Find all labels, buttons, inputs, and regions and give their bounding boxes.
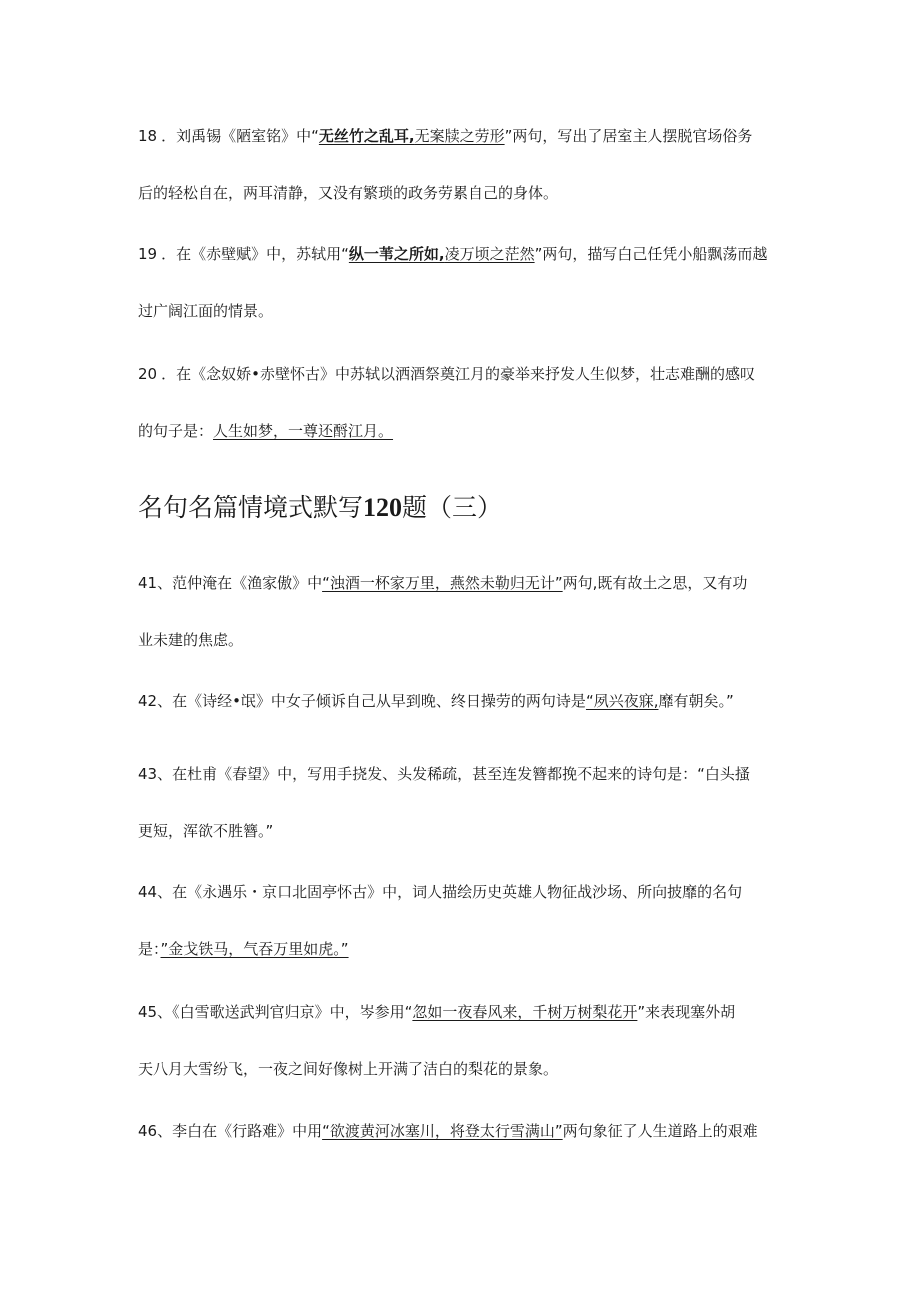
question-text: 42、在《诗经•氓》中女子倾诉自己从早到晚、终日操劳的两句诗是 <box>138 692 586 710</box>
question-44 <box>138 864 778 978</box>
answer-text: “欲渡黄河冰塞川，将登太行雪满山” <box>322 1122 563 1140</box>
question-41 <box>138 555 778 669</box>
question-text: ”两句，写出了居室主人摆脱官场俗务 <box>504 127 753 145</box>
question-18-line-1 <box>138 108 778 165</box>
answer-text: 无案牍之劳形 <box>414 127 505 145</box>
question-text: ．在《念奴娇•赤壁怀古》中苏轼以洒酒祭奠江月的豪举来抒发人生似梦，壮志难酬的感叹 <box>161 365 755 383</box>
question-44-line-2 <box>138 921 778 978</box>
answer-text: “夙兴夜寐, <box>585 692 659 710</box>
question-43-line-2: 更短，浑欲不胜簪。” <box>138 822 274 840</box>
question-text: 两句象征了人生道路上的艰难 <box>562 1122 758 1140</box>
question-43 <box>138 746 778 860</box>
question-text: 靡有朝矣。” <box>658 692 734 710</box>
answer-text: ”金戈铁马，气吞万里如虎。” <box>160 940 349 958</box>
question-text: ．刘禹锡《陋室铭》中“ <box>161 127 319 145</box>
question-20-line-2 <box>138 403 778 460</box>
question-number: 18 <box>138 127 158 145</box>
question-43-line-1: 43、在杜甫《春望》中，写用手挠发、头发稀疏，甚至连发簪都挽不起来的诗句是：“白头搔 <box>138 765 750 783</box>
heading-text: 题（三） <box>402 493 503 522</box>
question-45-line-2: 天八月大雪纷飞，一夜之间好像树上开满了洁白的梨花的景象。 <box>138 1060 559 1078</box>
question-text: 两句,既有故土之思，又有功 <box>562 574 748 592</box>
question-41-line-2: 业未建的焦虑。 <box>138 631 244 649</box>
question-41-line-1 <box>138 555 778 612</box>
heading-text: 名句名篇情境式默写 <box>138 493 364 522</box>
question-text: 46、李白在《行路难》中用 <box>138 1122 323 1140</box>
answer-text: “浊酒一杯家万里，燕然未勒归无计” <box>322 574 563 592</box>
question-text: ”两句，描写白己任凭小船飘荡而越 <box>534 245 768 263</box>
question-18 <box>138 108 778 222</box>
question-text: 45、《白雪歌送武判官归京》中，岑参用“ <box>138 1003 413 1021</box>
question-46 <box>138 1103 778 1160</box>
question-44-line-1: 44、在《永遇乐・京口北固亭怀古》中，词人描绘历史英雄人物征战沙场、所向披靡的名句 <box>138 883 743 901</box>
question-20 <box>138 346 778 460</box>
answer-text-bold: 纵一苇之所如, <box>348 245 445 263</box>
question-19-line-1 <box>138 226 778 283</box>
question-45 <box>138 984 778 1098</box>
question-45-line-1 <box>138 984 778 1041</box>
question-text: ．在《赤壁赋》中，苏轼用“ <box>161 245 349 263</box>
question-number: 20 <box>138 365 158 383</box>
answer-text-bold: 无丝竹之乱耳, <box>318 127 415 145</box>
question-text: ”来表现塞外胡 <box>637 1003 736 1021</box>
question-19-line-2: 过广阔江面的情景。 <box>138 302 274 320</box>
answer-text: 人生如梦，一尊还酹江月。 <box>213 422 394 440</box>
question-number: 19 <box>138 245 158 263</box>
question-text: 41、范仲淹在《渔家傲》中 <box>138 574 323 592</box>
question-text: 是： <box>138 940 161 958</box>
question-19 <box>138 226 778 340</box>
question-20-line-1 <box>138 346 778 403</box>
heading-number: 120 <box>363 493 403 522</box>
answer-text: 忽如一夜春风来，千树万树梨花开 <box>412 1003 638 1021</box>
question-18-line-2: 后的轻松自在，两耳清静，又没有繁琐的政务劳累自己的身体。 <box>138 184 559 202</box>
section-heading <box>138 488 502 528</box>
question-42-line-1 <box>138 673 778 730</box>
question-42 <box>138 673 778 730</box>
question-46-line-1 <box>138 1103 778 1160</box>
question-text: 的句子是： <box>138 422 214 440</box>
answer-text: 凌万顷之茫然 <box>444 245 535 263</box>
